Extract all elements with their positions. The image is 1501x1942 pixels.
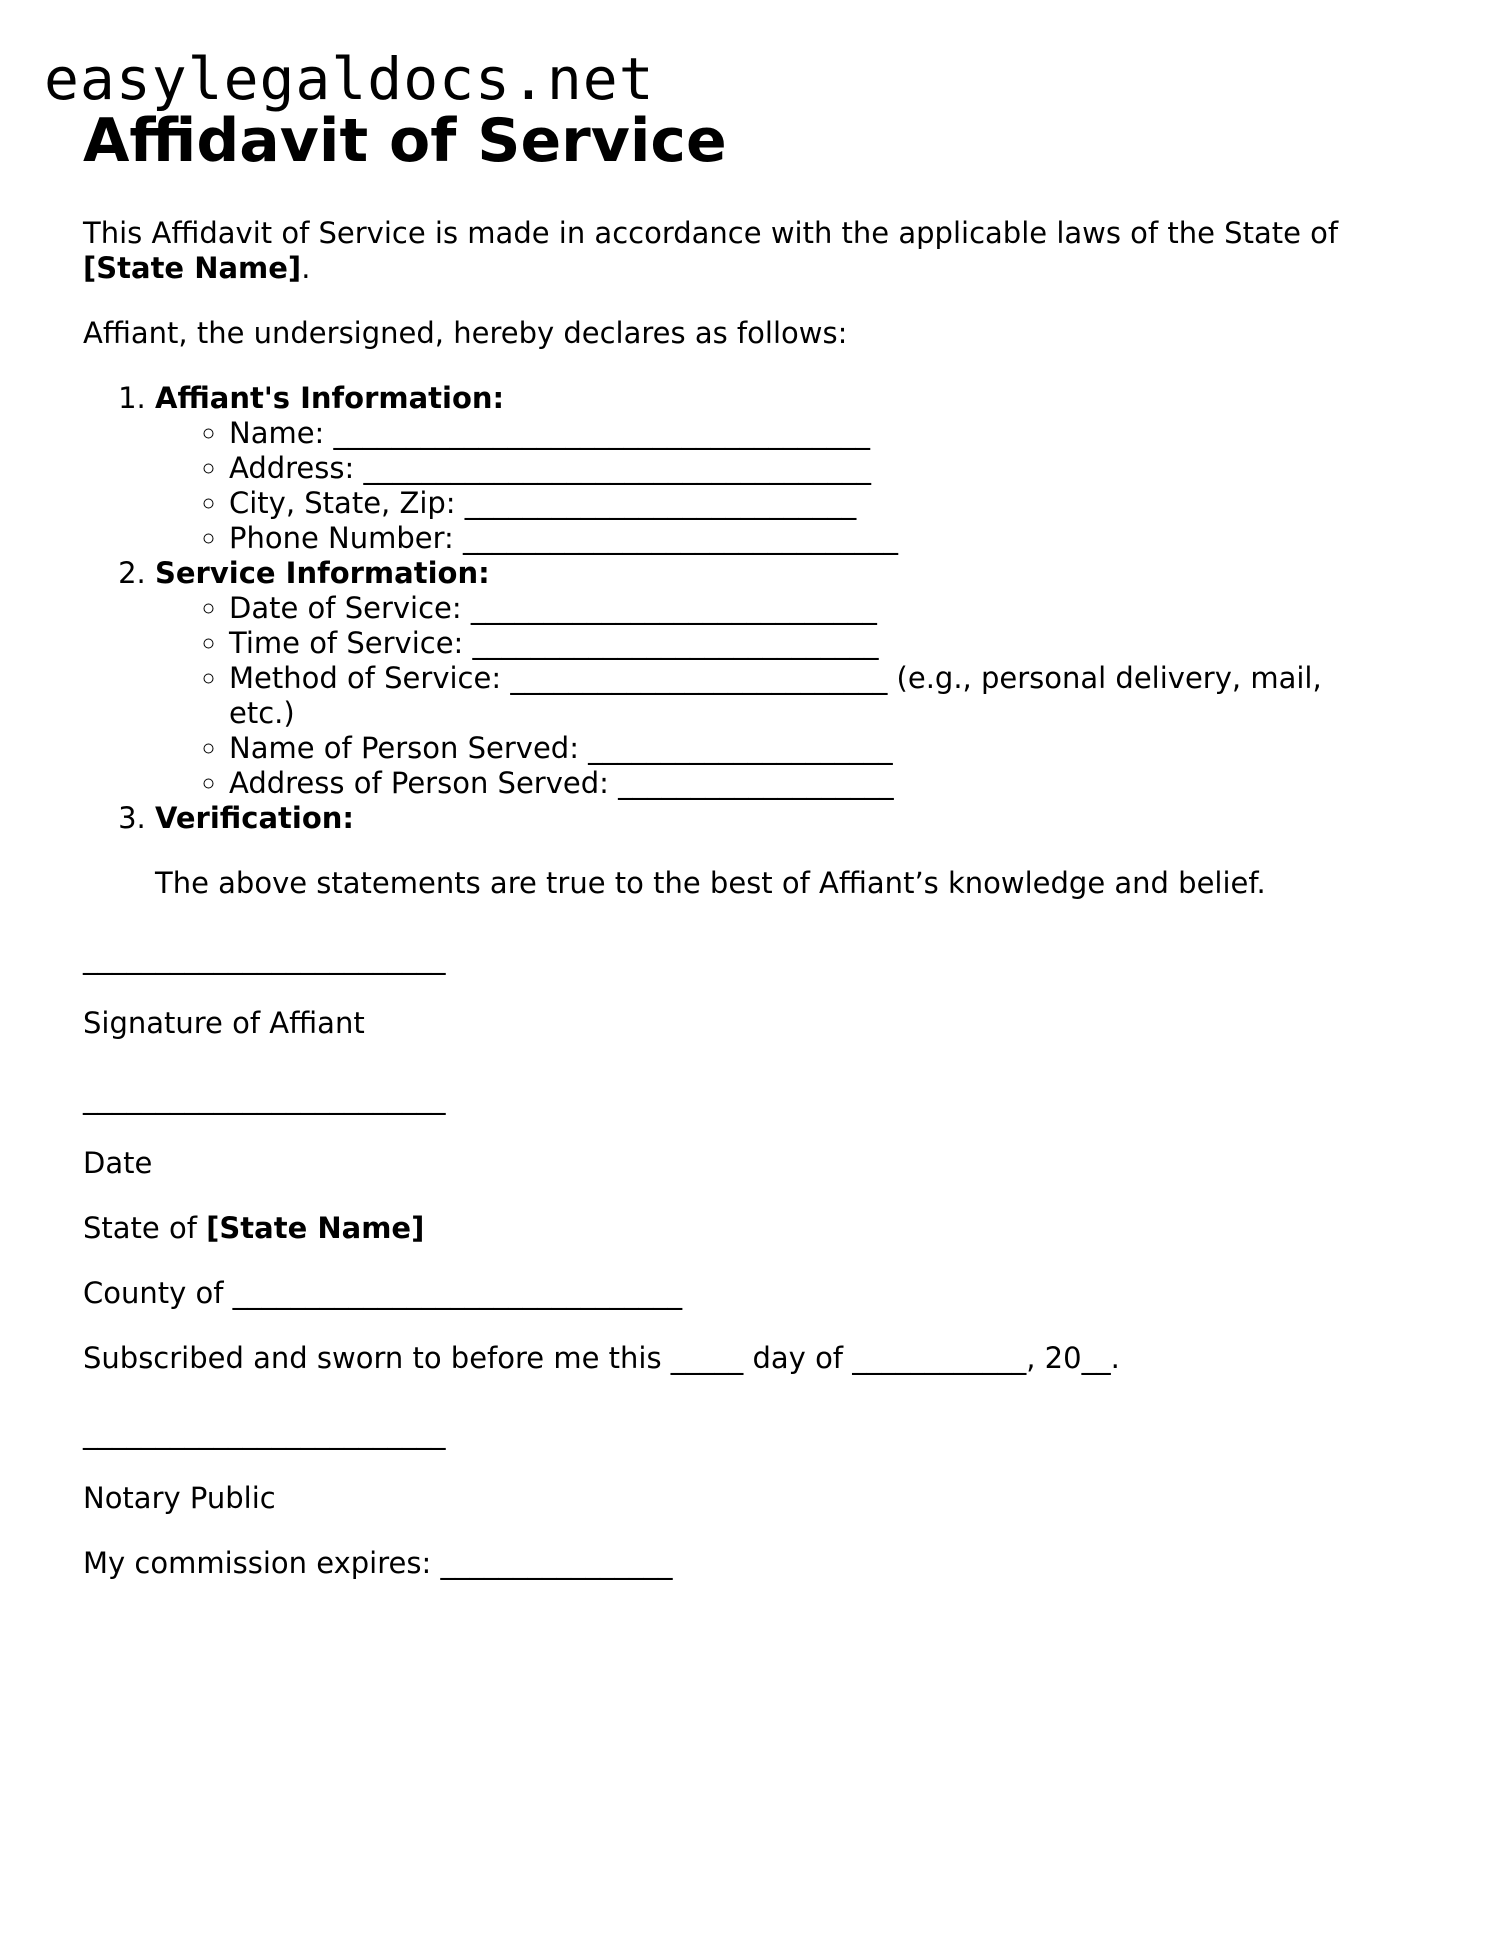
- notary-signature-line: _________________________: [83, 1416, 446, 1450]
- field-city-state-zip: ◦ City, State, Zip: ___________________________: [229, 486, 1383, 521]
- field-address-person-served: ◦ Address of Person Served: ___________________: [229, 766, 1383, 801]
- verification-statement: The above statements are true to the best of Affiant’s knowledge and belief.: [155, 866, 1266, 900]
- state-placeholder: [State Name]: [206, 1211, 425, 1245]
- intro-end: .: [301, 251, 311, 285]
- subscribed-sworn-line: Subscribed and sworn to before me this _____ day of ____________, 20__.: [83, 1341, 1120, 1375]
- field-list: [155, 416, 1383, 556]
- field-date-of-service: ◦ Date of Service: ____________________________: [229, 591, 1383, 626]
- intro-state-placeholder: [State Name]: [83, 251, 302, 285]
- date-line: _________________________: [83, 1081, 446, 1115]
- document-body: [83, 106, 1383, 1581]
- intro-paragraph: [83, 216, 1383, 286]
- field-address: ◦ Address: ___________________________________: [229, 451, 1383, 486]
- site-watermark: easylegaldocs.net: [44, 45, 655, 113]
- declaration-statement: Affiant, the undersigned, hereby declares as follows:: [83, 316, 848, 350]
- field-time-of-service: ◦ Time of Service: ____________________________: [229, 626, 1383, 661]
- section-verification: [155, 801, 1383, 836]
- field-list: [155, 591, 1383, 801]
- state-of-line: [83, 1211, 1383, 1246]
- section-title: Affiant's Information:: [155, 381, 505, 415]
- section-list: [83, 381, 1383, 836]
- field-person-served: ◦ Name of Person Served: _____________________: [229, 731, 1383, 766]
- section-title: Service Information:: [155, 556, 490, 590]
- section-service-info: [155, 556, 1383, 801]
- section-affiant-info: [155, 381, 1383, 556]
- signature-line: _________________________: [83, 941, 446, 975]
- signature-label: Signature of Affiant: [83, 1006, 365, 1040]
- field-method-of-service: ◦ Method of Service: __________________________ (e.g., personal delivery, mail, etc.): [229, 661, 1383, 731]
- state-of-prefix: State of: [83, 1211, 207, 1245]
- field-name: ◦ Name: _____________________________________: [229, 416, 1383, 451]
- notary-label: Notary Public: [83, 1481, 276, 1515]
- county-line: County of _______________________________: [83, 1276, 683, 1310]
- field-phone: ◦ Phone Number: ______________________________: [229, 521, 1383, 556]
- commission-expires-line: My commission expires: ________________: [83, 1546, 673, 1580]
- section-title: Verification:: [155, 801, 354, 835]
- document-title: Affidavit of Service: [83, 106, 727, 176]
- intro-text: This Affidavit of Service is made in accordance with the applicable laws of the State of: [83, 216, 1339, 250]
- date-label: Date: [83, 1146, 153, 1180]
